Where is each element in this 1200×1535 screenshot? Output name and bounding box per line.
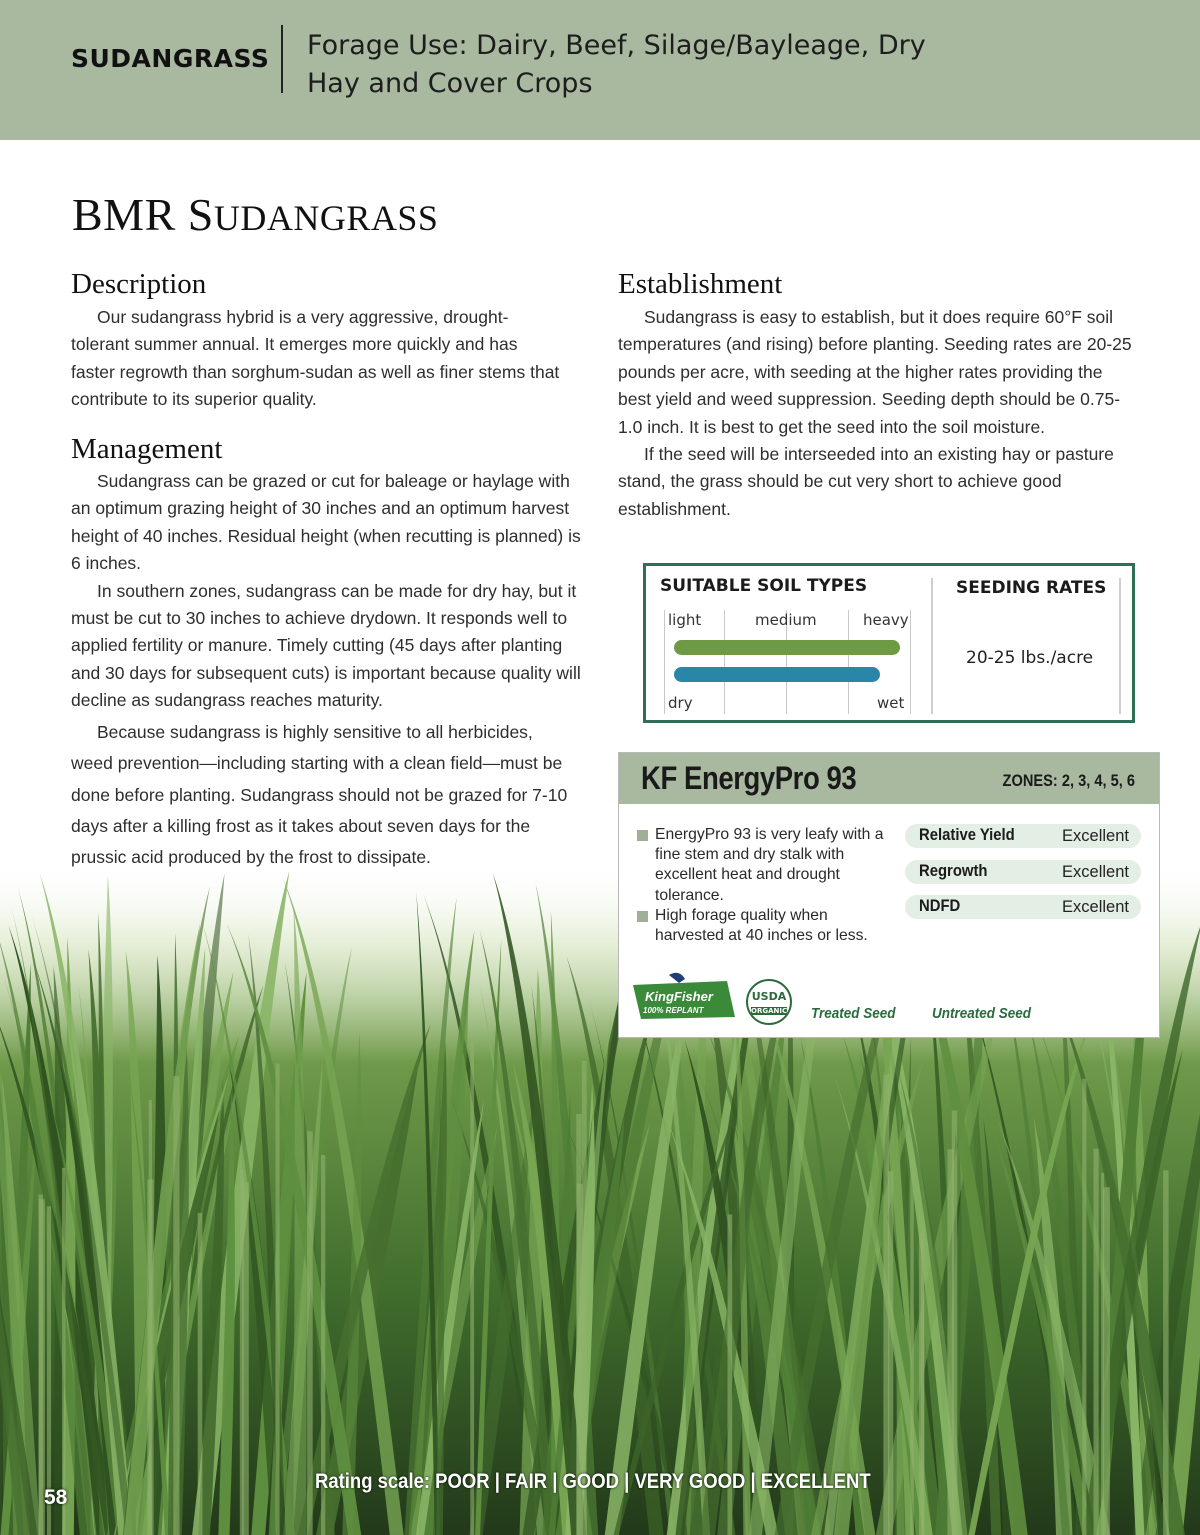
product-card <box>618 752 1160 1038</box>
bullet-text: High forage quality when harvested at 40 inches or less. <box>655 906 868 945</box>
description-heading: Description <box>71 268 207 300</box>
rating-relative-yield <box>905 824 1141 848</box>
title-main: BMR <box>72 189 188 240</box>
management-paragraph-2: In southern zones, sudangrass can be made for dry hay, but it must be cut to 30 inches to achieve drydown. It responds well to applied fertility or manure. Timely cutting (45 days after planting and 30 days for subsequent cuts) is important because quality will decline as sudangrass reaches maturity. <box>71 580 581 711</box>
rating-label: Relative Yield <box>919 826 1015 844</box>
grass-stalk <box>888 1171 893 1535</box>
untreated-seed-label: Untreated Seed <box>932 1005 1032 1022</box>
product-zones: ZONES: 2, 3, 4, 5, 6 <box>1002 771 1135 790</box>
kingfisher-logo-subtext: 100% REPLANT <box>643 1006 704 1015</box>
soil-label-light: light <box>668 611 702 629</box>
product-name: KF EnergyPro 93 <box>641 760 857 796</box>
page-number: 58 <box>44 1486 68 1509</box>
grass-stalk <box>276 1064 280 1535</box>
product-bullet <box>637 825 892 906</box>
scale-gridline <box>724 610 725 714</box>
usda-seal-bottom: ORGANIC <box>751 1007 788 1015</box>
box-divider <box>931 578 933 714</box>
management-heading: Management <box>71 433 223 465</box>
title-first-letter: S <box>187 189 214 240</box>
box-right-divider <box>1119 578 1121 714</box>
rating-label: NDFD <box>919 897 961 915</box>
bullet-square-icon <box>637 911 648 922</box>
soil-label-heavy: heavy <box>863 611 909 629</box>
establishment-body <box>618 304 1133 523</box>
rating-ndfd <box>905 895 1141 919</box>
rating-value: Excellent <box>1062 827 1129 845</box>
establishment-paragraph-1: Sudangrass is easy to establish, but it does require 60°F soil temperatures (and rising) before planting. Seeding rates are 20-25 pounds per acre, with seeding at the higher rates providing the best yield and weed suppression. Seeding depth should be 0.75-1.0 inch. It is best to get the seed into the soil moisture. <box>618 307 1132 437</box>
moisture-label-wet: wet <box>877 694 905 712</box>
description-body <box>71 304 566 414</box>
moisture-label-dry: dry <box>668 694 693 712</box>
management-body-continued <box>71 717 576 873</box>
grass-stalk <box>1103 1187 1110 1535</box>
product-card-header <box>619 753 1159 804</box>
seeding-rates-heading: SEEDING RATES <box>956 578 1107 598</box>
rating-scale-footer: Rating scale: POOR | FAIR | GOOD | VERY GOOD | EXCELLENT <box>315 1470 871 1493</box>
establishment-heading: Establishment <box>618 268 783 300</box>
bullet-text: EnergyPro 93 is very leafy with a fine stem and dry stalk with excellent heat and drought tolerance. <box>655 826 884 904</box>
section-title: SUDANGRASS <box>71 44 270 73</box>
kingfisher-logo-icon <box>631 971 737 1021</box>
usda-organic-seal-icon <box>746 979 792 1025</box>
scale-gridline <box>664 610 665 714</box>
management-body <box>71 468 586 715</box>
establishment-paragraph-2: If the seed will be interseeded into an existing hay or pasture stand, the grass should be cut very short to achieve good establishment. <box>618 444 1114 519</box>
soil-types-heading: SUITABLE SOIL TYPES <box>660 576 868 596</box>
page-title <box>72 188 438 241</box>
usda-seal-top: USDA <box>751 990 787 1003</box>
management-paragraph-3: Because sudangrass is highly sensitive to all herbicides, weed prevention—including starting with a clean field—must be done before planting. Sudangrass should not be grazed for 7-10 days after a killing frost as it takes about seven days for the prussic acid produced by the frost to dissipate. <box>71 722 568 868</box>
rating-label: Regrowth <box>919 862 988 880</box>
kingfisher-logo-text: KingFisher <box>645 989 713 1004</box>
forage-use-text: Forage Use: Dairy, Beef, Silage/Bayleage, Dry Hay and Cover Crops <box>307 30 926 99</box>
scale-gridline <box>848 610 849 714</box>
description-paragraph: Our sudangrass hybrid is a very aggressive, drought-tolerant summer annual. It emerges more quickly and has faster regrowth than sorghum-sudan as well as finer stems that contribute to its superior quality. <box>71 307 560 410</box>
treated-seed-label: Treated Seed <box>811 1005 896 1022</box>
grass-stalk <box>1163 1170 1169 1535</box>
grass-stalk <box>149 1100 152 1535</box>
grass-stalk <box>470 1041 474 1535</box>
product-bullet <box>637 906 892 946</box>
rating-value: Excellent <box>1062 863 1129 881</box>
grass-stalk <box>921 1224 924 1535</box>
rating-regrowth <box>905 860 1141 884</box>
grass-stalk <box>1094 1149 1099 1535</box>
grass-stalk <box>173 1076 179 1535</box>
rating-value: Excellent <box>1062 898 1129 916</box>
seeding-rate-value: 20-25 lbs./acre <box>966 648 1094 668</box>
soil-label-medium: medium <box>755 611 817 629</box>
management-paragraph-1: Sudangrass can be grazed or cut for baleage or haylage with an optimum grazing height of 30 inches and an optimum harvest height of 40 inches. Residual height (when recutting is planned) is 6 inches. <box>71 471 581 574</box>
grass-stalk <box>240 1170 244 1535</box>
bullet-square-icon <box>637 830 648 841</box>
header-divider <box>281 25 283 93</box>
scale-gridline <box>910 610 911 714</box>
header-band <box>0 0 1200 140</box>
grass-stalk <box>1082 1079 1086 1535</box>
grass-stalk <box>62 1168 66 1535</box>
grass-stalk <box>39 1199 45 1535</box>
soil-seeding-box <box>643 563 1135 723</box>
grass-stalk <box>307 1131 313 1535</box>
title-rest: UDANGRASS <box>213 198 439 238</box>
grass-stalk <box>198 1213 203 1535</box>
product-bullet-list <box>637 825 892 946</box>
soil-type-range-bar <box>674 640 900 655</box>
grass-stalk <box>952 1111 958 1535</box>
grass-stalk <box>910 1159 914 1535</box>
moisture-range-bar <box>674 667 881 682</box>
